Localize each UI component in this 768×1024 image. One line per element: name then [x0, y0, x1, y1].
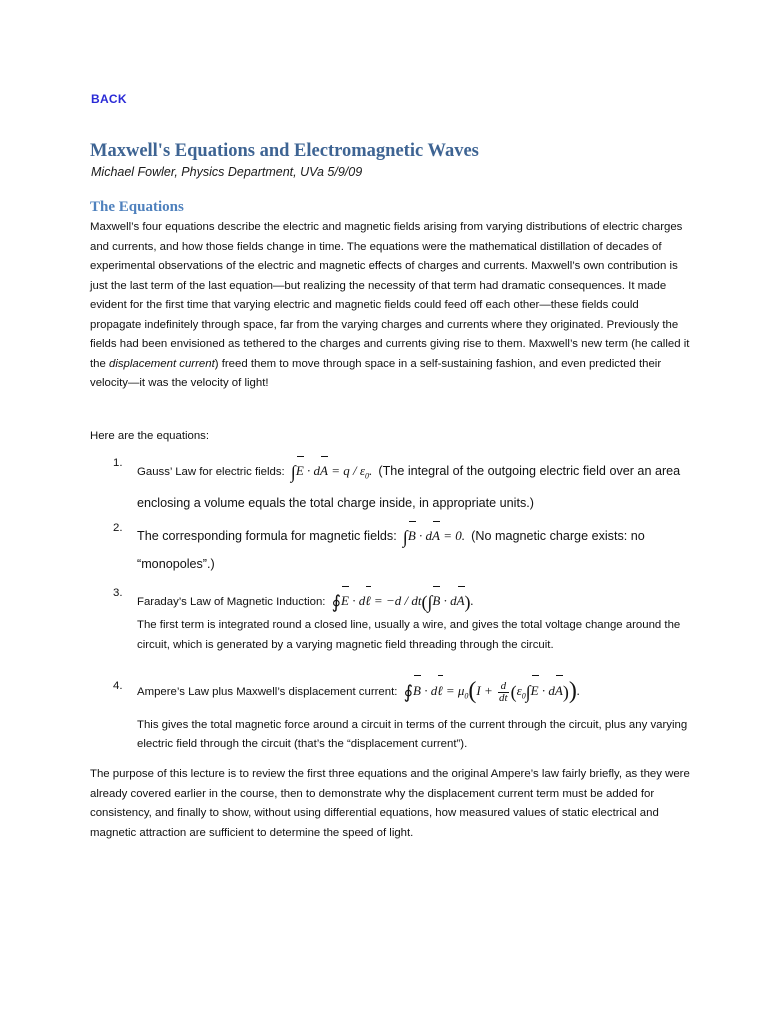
faraday-law-formula: ∮E · dℓ = −d / dt(∫B · dA).	[329, 593, 477, 608]
equation-number: 3.	[113, 587, 123, 599]
back-link[interactable]: BACK	[91, 92, 127, 106]
equations-lead-in: Here are the equations:	[90, 430, 210, 442]
equation-body	[137, 457, 693, 518]
page-title: Maxwell's Equations and Electromagnetic Waves	[90, 141, 479, 161]
equation-body	[137, 587, 693, 655]
equation-number: 4.	[113, 680, 123, 692]
equation-body	[137, 676, 693, 755]
intro-text-after: ) freed them to move through space in a self-sustaining fashion, and even predicted their velocity—it was the velocity of light!	[90, 357, 662, 389]
equation-description: (The integral of the outgoing electric field over an area enclosing a volume equals the total charge inside, in appropriate units.)	[137, 464, 681, 510]
equation-number: 2.	[113, 522, 123, 534]
intro-paragraph	[90, 218, 690, 394]
closing-paragraph: The purpose of this lecture is to review the first three equations and the original Ampere’s law fairly briefly, as they were already covered earlier in the course, then to demonstrate why the displacement current term must be added for consistency, and finally to show, without using differential equations, how measured values of static electrical and magnetic attraction are sufficient to determine the speed of light.	[90, 768, 690, 839]
intro-emphasis: displacement current	[109, 357, 215, 370]
byline: Michael Fowler, Physics Department, UVa 5/9/09	[91, 165, 363, 179]
equation-label: Faraday’s Law of Magnetic Induction:	[137, 596, 326, 608]
equation-body	[137, 522, 693, 579]
magnetic-gauss-formula: ∫B · dA = 0.	[400, 528, 468, 543]
equation-number: 1.	[113, 457, 123, 469]
ampere-maxwell-formula: ∮B · dℓ = $\mu_0(I$ + $\frac{d}{dt}$ $(\varepsilon_0\int E \cdot dA)$).	[403, 678, 581, 704]
equation-label: Ampere’s Law plus Maxwell’s displacement current:	[137, 686, 398, 698]
equation-description: The first term is integrated round a closed line, usually a wire, and gives the total voltage change around the circuit, which is generated by a varying magnetic field threading through the circuit.	[137, 619, 681, 651]
section-heading: The Equations	[90, 199, 184, 215]
gauss-law-formula: ∫E · dA = q / $\varepsilon_0$.	[288, 463, 375, 478]
equation-description: This gives the total magnetic force around a circuit in terms of the current through the circuit, plus any varying electric field through the circuit (that’s the “displacement current”).	[137, 718, 688, 751]
equation-label: The corresponding formula for magnetic fields:	[137, 529, 397, 543]
equation-label: Gauss’ Law for electric fields:	[137, 466, 285, 478]
intro-text-before: Maxwell’s four equations describe the electric and magnetic fields arising from varying distributions of electric charges and currents, and how those fields change in time. The equations were the mathematical distillation of decades of experimental observations of the electric and magnetic effects of charges and currents. Maxwell’s own contribution is just the last term of the last equation—but realizing the necessity of that term had dramatic consequences. It made evident for the first time that varying electric and magnetic fields could feed off each other—these fields could propagate indefinitely through space, far from the varying charges and currents where they originated. Previously the fields had been envisioned as tethered to the charges and currents giving rise to them. Maxwell’s new term (he called it the	[90, 221, 690, 370]
equation-description: (No magnetic charge exists: no “monopoles”.)	[137, 529, 645, 571]
